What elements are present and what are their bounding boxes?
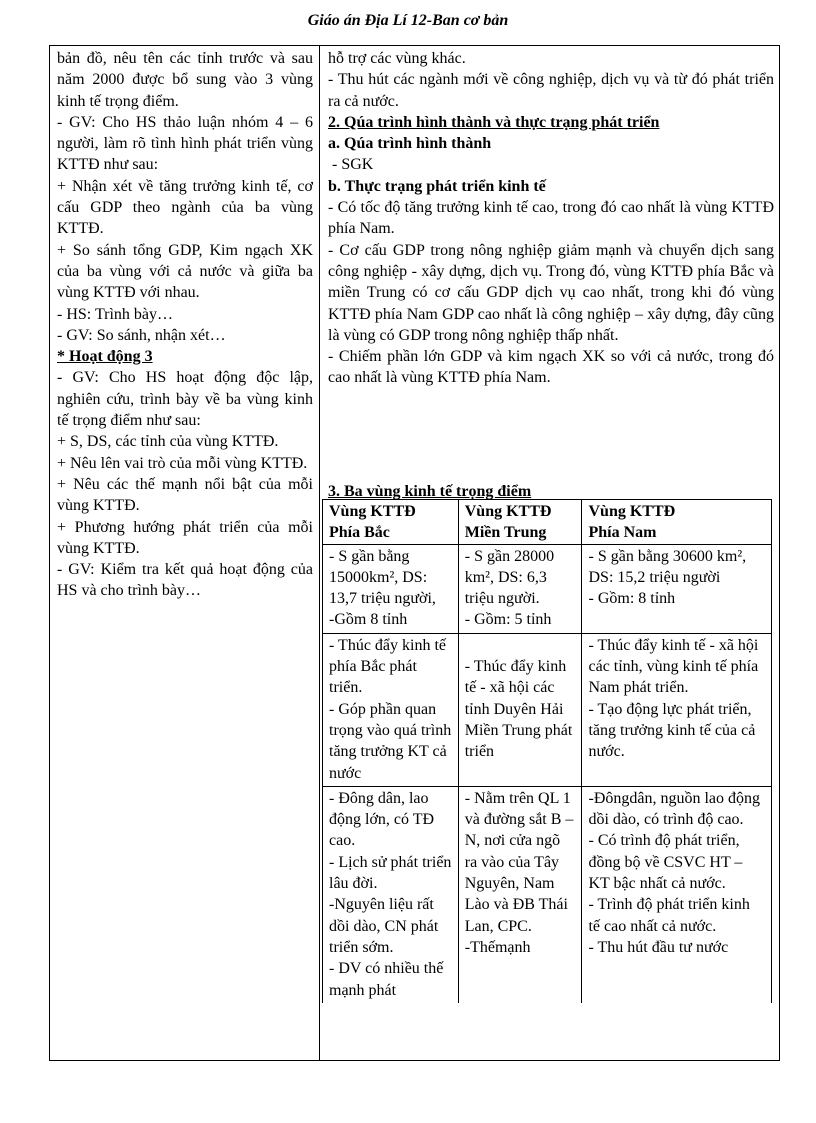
- table-header-row: [323, 500, 772, 545]
- table-cell: [458, 786, 582, 1002]
- right-line: - Thu hút các ngành mới về công nghiệp, dịch vụ và từ đó phát triển ra cả nước.: [328, 71, 774, 110]
- cell-line: - Thúc đẩy kinh tế phía Bắc phát triển.: [329, 636, 447, 697]
- section-3-heading: 3. Ba vùng kinh tế trọng điểm: [328, 483, 532, 500]
- cell-line: - Thúc đẩy kinh tế - xã hội các tỉnh Duyên Hải Miền Trung phát triển: [464, 658, 573, 761]
- left-column: [57, 48, 313, 602]
- header-cell-north: [323, 500, 459, 545]
- table-cell: [458, 633, 582, 786]
- right-line: - SGK: [328, 156, 374, 174]
- section-2-heading: 2. Qúa trình hình thành và thực trạng phát triển: [328, 113, 660, 131]
- table-row: [323, 633, 772, 786]
- header-line: Vùng KTTĐ: [464, 503, 552, 520]
- left-line: + Nêu lên vai trò của mỗi vùng KTTĐ.: [57, 454, 308, 472]
- cell-line: - Trình độ phát triển kinh tế cao nhất cả nước.: [588, 896, 750, 935]
- cell-line: -Gồm 8 tỉnh: [329, 611, 408, 629]
- header-line: Miền Trung: [464, 524, 547, 542]
- cell-line: - Đông dân, lao động lớn, có TĐ cao.: [329, 789, 435, 850]
- cell-line: -Đôngdân, nguồn lao động dồi dào, có trình độ cao.: [588, 789, 761, 829]
- cell-line: - S gần 28000 km², DS: 6,3 triệu người.: [464, 547, 555, 608]
- table-cell: [458, 544, 582, 633]
- cell-line: - Gồm: 8 tỉnh: [588, 590, 676, 608]
- left-line: - GV: So sánh, nhận xét…: [57, 326, 226, 344]
- table-row: [323, 786, 772, 1002]
- cell-line: - Thúc đẩy kinh tế - xã hội các tỉnh, vùng kinh tế phía Nam phát triển.: [588, 636, 759, 697]
- table-cell: [323, 633, 459, 786]
- column-divider: [319, 46, 320, 1060]
- right-line: - Có tốc độ tăng trưởng kinh tế cao, trong đó cao nhất là vùng KTTĐ phía Nam.: [328, 199, 774, 238]
- left-line: - HS: Trình bày…: [57, 305, 174, 323]
- subsection-b-heading: b. Thực trạng phát triển kinh tế: [328, 177, 546, 195]
- cell-line: - Gồm: 5 tỉnh: [464, 611, 552, 629]
- table-cell: [582, 786, 772, 1002]
- cell-line: - Lịch sử phát triển lâu đời.: [329, 853, 452, 893]
- right-column: [328, 48, 774, 389]
- page-header: Giáo án Địa Lí 12-Ban cơ bản: [307, 12, 509, 29]
- cell-line: - S gần bằng 30600 km², DS: 15,2 triệu người: [588, 547, 747, 586]
- table-row: [323, 544, 772, 633]
- subsection-a-heading: a. Qúa trình hình thành: [328, 135, 492, 153]
- header-line: Phía Bắc: [329, 524, 390, 542]
- cell-line: - Thu hút đầu tư nước: [588, 938, 729, 956]
- left-line: + Nhận xét về tăng trưởng kinh tế, cơ cấu GDP theo ngành của ba vùng KTTĐ.: [57, 177, 313, 238]
- right-line: - Chiếm phần lớn GDP và kim ngạch XK so với cả nước, trong đó cao nhất là vùng KTTĐ phía Nam.: [328, 348, 774, 387]
- activity-heading: * Hoạt động 3: [57, 348, 153, 366]
- table-cell: [323, 786, 459, 1002]
- table-cell: [582, 544, 772, 633]
- left-line: - GV: Cho HS hoạt động độc lập, nghiên cứu, trình bày về ba vùng kinh tế trọng điểm như sau:: [57, 369, 313, 430]
- right-line: hỗ trợ các vùng khác.: [328, 50, 466, 67]
- table-cell: [582, 633, 772, 786]
- cell-line: - Góp phần quan trọng vào quá trình tăng trưởng KT cả nước: [329, 700, 452, 782]
- cell-line: -Nguyên liệu rất dồi dào, CN phát triển sớm.: [329, 896, 439, 956]
- cell-line: - Có trình độ phát triển, đồng bộ về CSVC HT – KT bậc nhất cả nước.: [588, 832, 743, 893]
- left-line: + So sánh tổng GDP, Kim ngạch XK của ba vùng với cả nước và giữa ba vùng KTTĐ với nhau.: [57, 241, 313, 302]
- cell-line: - S gần bằng 15000km², DS: 13,7 triệu người,: [329, 547, 436, 608]
- header-line: Vùng KTTĐ: [588, 503, 676, 520]
- left-line: + Phương hướng phát triển của mỗi vùng KTTĐ.: [57, 518, 313, 557]
- right-line: - Cơ cấu GDP trong nông nghiệp giảm mạnh và chuyển dịch sang công nghiệp - xây dựng, dịch vụ. Trong đó, vùng KTTĐ phía Bắc và miền Trung có cơ cấu GDP dịch vụ cao nhất, trong khi đó vùng KTTĐ phía Nam GDP cao nhất là công nghiệp – xây dựng, đây cũng là vùng có GDP trong nông nghiệp thấp nhất.: [328, 241, 774, 344]
- lesson-table: [49, 45, 780, 1061]
- cell-line: - Nằm trên QL 1 và đường sắt B – N, nơi cửa ngõ ra vào của Tây Nguyên, Nam Lào và ĐB Thái Lan, CPC.: [464, 789, 574, 935]
- left-line: - GV: Kiểm tra kết quả hoạt động của HS và cho trình bày…: [57, 561, 313, 600]
- cell-line: -Thếmạnh: [464, 938, 531, 956]
- header-line: Phía Nam: [588, 524, 657, 542]
- left-line: + S, DS, các tỉnh của vùng KTTĐ.: [57, 433, 279, 451]
- header-line: Vùng KTTĐ: [329, 503, 416, 520]
- left-line: bản đồ, nêu tên các tỉnh trước và sau năm 2000 được bổ sung vào 3 vùng kinh tế trọng điểm.: [57, 50, 313, 110]
- regions-table: [322, 499, 772, 1003]
- cell-line: - DV có nhiều thế mạnh phát: [329, 960, 444, 999]
- header-cell-central: [458, 500, 582, 545]
- left-line: - GV: Cho HS thảo luận nhóm 4 – 6 người, làm rõ tình hình phát triển vùng KTTĐ như sau:: [57, 113, 313, 174]
- cell-line: - Tạo động lực phát triển, tăng trưởng kinh tế của cả nước.: [588, 700, 756, 761]
- table-cell: [323, 544, 459, 633]
- header-cell-south: [582, 500, 772, 545]
- left-line: + Nêu các thế mạnh nổi bật của mỗi vùng KTTĐ.: [57, 475, 313, 515]
